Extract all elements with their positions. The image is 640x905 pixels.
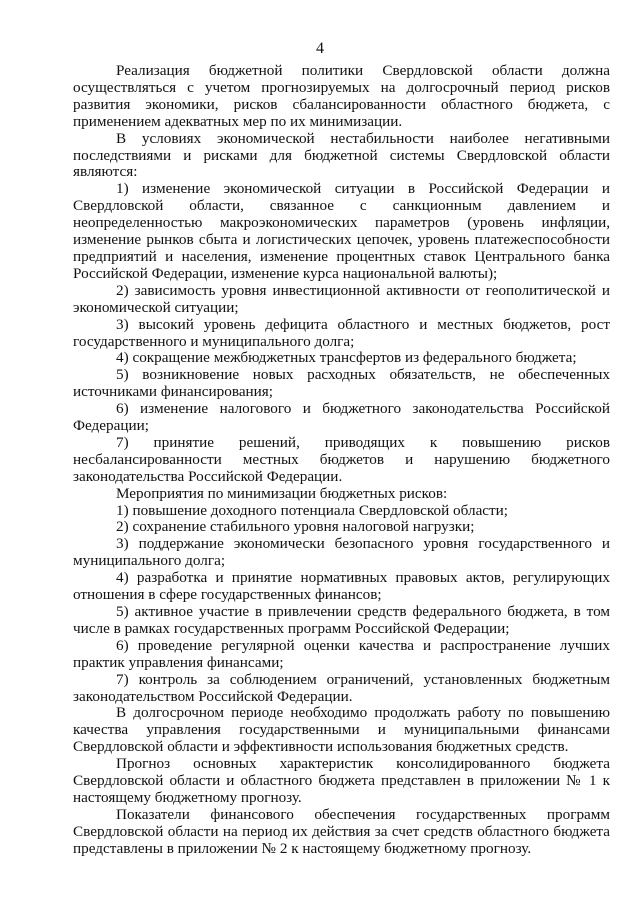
list-item: 3) поддержание экономически безопасного уровня государственного и муниципального долга; <box>73 535 610 570</box>
list-item: 5) активное участие в привлечении средств федерального бюджета, в том числе в рамках государственных программ Российской Федерации; <box>73 603 610 637</box>
list-item: 2) зависимость уровня инвестиционной активности от геополитической и экономической ситуации; <box>73 281 610 316</box>
list-item: 6) проведение регулярной оценки качества и распространение лучших практик управления финансами; <box>73 636 610 671</box>
list-item: 6) изменение налогового и бюджетного законодательства Российской Федерации; <box>73 400 610 435</box>
list-item: 3) высокий уровень дефицита областного и местных бюджетов, рост государственного и муниципального долга; <box>73 315 610 350</box>
section-heading: Мероприятия по минимизации бюджетных рисков: <box>116 484 448 502</box>
list-item: 4) разработка и принятие нормативных правовых актов, регулирующих отношения в сфере государственных финансов; <box>73 569 610 604</box>
list-item: 1) изменение экономической ситуации в Российской Федерации и Свердловской области, связанное с санкционным давлением и неопределенностью макроэкономических параметров (уровень инфляции, изменение рынков сбыта и логистических цепочек, уровень платежеспособности предприятий и населения, изменение процентных ставок Центрального банка Российской Федерации, изменение курса национальной валюты); <box>73 180 610 282</box>
paragraph: В условиях экономической нестабильности наиболее негативными последствиями и рисками для бюджетной системы Свердловской области являются: <box>73 129 610 181</box>
paragraph: В долгосрочном периоде необходимо продолжать работу по повышению качества управления государственными и муниципальными финансами Свердловской области и эффективности использования бюджетных средств. <box>73 704 610 756</box>
list-item: 1) повышение доходного потенциала Свердловской области; <box>116 501 509 519</box>
paragraph: Прогноз основных характеристик консолидированного бюджета Свердловской области и областного бюджета представлен в приложении № 1 к настоящему бюджетному прогнозу. <box>73 755 610 806</box>
list-item: 7) контроль за соблюдением ограничений, установленных бюджетным законодательством Российской Федерации. <box>73 670 610 705</box>
paragraph: Показатели финансового обеспечения государственных программ Свердловской области на период их действия за счет средств областного бюджета представлены в приложении № 2 к настоящему бюджетному прогнозу. <box>73 805 610 857</box>
list-item: 5) возникновение новых расходных обязательств, не обеспеченных источниками финансирования; <box>73 366 610 401</box>
list-item: 7) принятие решений, приводящих к повышению рисков несбалансированности местных бюджетов и нарушению бюджетного законодательства Российской Федерации. <box>73 433 610 485</box>
document-body <box>73 63 610 858</box>
page-number: 4 <box>316 40 324 57</box>
list-item: 2) сохранение стабильного уровня налоговой нагрузки; <box>116 518 475 536</box>
paragraph: Реализация бюджетной политики Свердловской области должна осуществляться с учетом прогнозируемых на долгосрочный период рисков развития экономики, рисков сбалансированности областного бюджета, с применением адекватных мер по их минимизации. <box>73 62 610 130</box>
list-item: 4) сокращение межбюджетных трансфертов из федерального бюджета; <box>116 349 577 367</box>
